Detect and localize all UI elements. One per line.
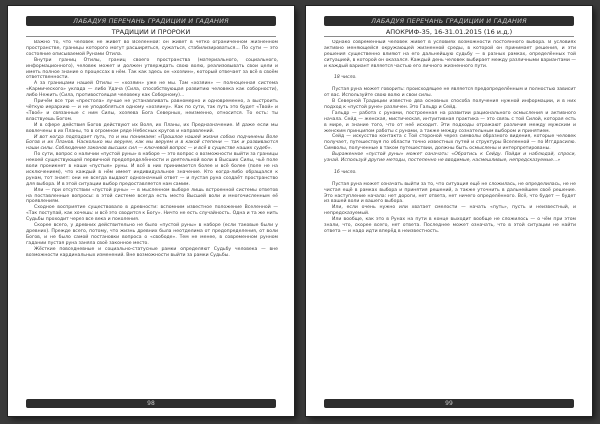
paragraph: И вот когда подпадает путь, то и мы понимаем: «Прошлое нашей жизни собою подчинены Воле Богов и их Планов. Насколько мы веруем, как мы веруем и в какой степени — так и развиваются наши силы. Соблюдение законов высших сил — ключевой вопрос — и всё в существе наших судеб». [26, 134, 278, 152]
paragraph: Причём все три «престола» лучше не устанавливать равномерно и одновременно, а выстроить чёткую иерархию — и не уподобляться одному «хозяину». Как по сути, так путь это будет «Твой» и «Твоё» и связанные с ним Силы, хозяева Бога Северных, неизменно, относится. То есть: ты властвуешь Богом. [26, 99, 278, 122]
left-body-text [26, 40, 278, 390]
paragraph: А за границами нашей Отилы — «хозяин» уже не мы. Там «хозяин» — полноценная система «Кармического» уклада — либо Удача (Сила, способствующая развитию человека как соборности), либо Нежить (Сила, противостоящая человеку как Соборному)... [26, 81, 278, 99]
paragraph: И в сфере действия Богов действуют их Воля, их Планы, их Предназначение. И даже если мы вовлечены в их Планы, то в огромном ряде Небесных кругов и направлений. [26, 122, 278, 134]
paragraph: Внутри границ Отилы, границ своего пространства (материального, социального, информационного), человек может и должен утверждать свою волю, реализовывать свои цели и иметь полное знание о процессах в нём. Так как здесь он «хозяин», который отвечает за всё в своём ответственности. [26, 57, 278, 81]
date-note: 18 число. [334, 75, 357, 81]
paragraph: Важно то, что человек не живёт во Вселенной: он живёт в чётко ограниченном жизненном пространстве, границы которого могут расширяться, сужаться, стабилизироваться... По сути — это состояние описываемой Рунами Отила. [26, 40, 278, 57]
right-header-band: ЛАБАДУЯ ПЕРЕЧАНЬ ГРАДИЦИИ И ГАДАНИЯ [324, 16, 574, 26]
right-section-title: АПОКРИФ-35, 16-31.01.2015 (16 и.д.) [324, 28, 574, 37]
paragraph: Или — при отсутствии «пустой руны» — в мысленном выборе лишь встроенной системы ответов на поставленные вопросы: в этой системе всегда есть место Высшей воли и многочисленным её проявлениям. [26, 187, 278, 205]
paragraph: Выраженное «пустой руны» может означать: «Обратись к Сейду. Пойди и наблюдай, спроси, узнай. Используй другие методы, постепенно не вводимые, насмешливые, непредсказуемые...» [324, 152, 576, 164]
paragraph: В Северной Традиции известно два основных способа получения нужной информации, и в них подход к «пустой руне» различен. Это Гальдр и Сейд. [324, 99, 576, 110]
signature-note: 16 число. [334, 169, 357, 175]
paragraph: Или, если очень нужно или хватает смелости — начать «путь», пусть и неизвестный, и непредсказуемый. [324, 205, 576, 217]
left-page-number: 98 [26, 399, 276, 408]
paragraph: Сейд — искусство контакта с Той стороной через символы образного видения, которые человек получает, путешествуя по области точно известных путей и структуры Вселенной — по Иггдрасилю. Символы, полученные в таком путешествии, должны быть осмыслены и интерпретированы. [324, 134, 576, 152]
right-page-number: 99 [324, 399, 574, 408]
left-header-band: ЛАБАДУЯ ПЕРЕЧАНЬ ГРАДИЦИИ И ГАДАНИЯ [26, 16, 276, 26]
paragraph: По сути, вопрос о наличии «пустой руны» в наборе — это вопрос о возможности выйти за границы некоей существующей первичной предопределённости и деятельной воли в Высших Силы, чьё поле воли проникнет в наши «пустые» руны. И всё в них принимается более и всё более (поле не на исключением), что каждый в нём имеет индивидуальное значение. Кто когда-либо обращался к рунам, тот знает: они не всегда выдают однозначный ответ — и пустая руна создаёт пространство для выбора. И в этой ситуации выбор предоставляется нам самим. [26, 152, 278, 187]
left-section-title: ТРАДИЦИИ И ПРОРОКИ [26, 28, 276, 37]
paragraph: Сходное восприятие существовало в древности: вспомним известное положение Вселенной — «Так поступай, как хочешь: и всё это сводится к Богу». Ничто не есть случайность. Одна и та же нить Судьбы проходит через все века и поколения. [26, 205, 278, 223]
paragraph: Пустая руна может означать выйти за то, что ситуация ещё не сложилась, не определилась, не не чистая ещё в рамках выбора и принятия решений, а также уточнить в дальнейшем своё решение. Это наступление начала: нет дороги, нет ответа, нет ничего определённого. Всё, что будет — будет из вашей воли и вашего выбора. [324, 181, 576, 205]
paragraph: Пустая руна может говорить: происходящее не является предопределённым и полностью зависит от вас. Используйте свою волю и свои силы. [324, 87, 576, 99]
left-page [8, 6, 294, 416]
right-page [306, 6, 592, 416]
paragraph: Гальдр — работа с рунами, построенная на развитии рационального осмысления и активного начала. Сейд — женская, мистическая, интуитивная практика — это связь с той Силой, которая есть в мире, и знание того, что от неё исходит. Эти подходы отражают различия между мужским и женским принципом работы с рунами, а также между сознательным выбором и принятием. [324, 110, 576, 134]
paragraph: Однако современный человек живёт в условиях возможности постоянного выбора. В условиях активно меняющейся окружающей жизненной среды, в которой он принимает решения, и эти решения существенно влияют на его дальнейшую судьбу — в разных рамках, определённых той ситуацией, в которой он оказался. Каждый день человек выбирает между различными вариантами — и каждый вариант является частью его личного жизненного пути. [324, 40, 576, 69]
right-body-text [324, 40, 576, 390]
paragraph: Скорее всего, у древних действительно не было «пустой руны» в наборе (если таковые были у древних). Прежде всего, потому, что жизнь древних была неотделима от предопределения, от воли Богов, и не было самой постановки вопроса о «свободе». Тем не менее, в современном рунном гадании пустая руна заняла своё законное место. [26, 223, 278, 246]
paragraph: Жёсткие повседневные и социально-статусные рамки определяют Судьбу человека — вне возможности кардинальных изменений. Вне возможности выйти за рамки Судьбы. [26, 246, 278, 258]
paragraph: Или вообще, как это в Рунах на пути в конце выходит вообще не сложилось — о чём при этом знали, что, скорее всего, нет ответа. Последнее может означать, что в этой ситуации не найти ответа — и надо идти вперёд в неизвестность. [324, 217, 576, 234]
